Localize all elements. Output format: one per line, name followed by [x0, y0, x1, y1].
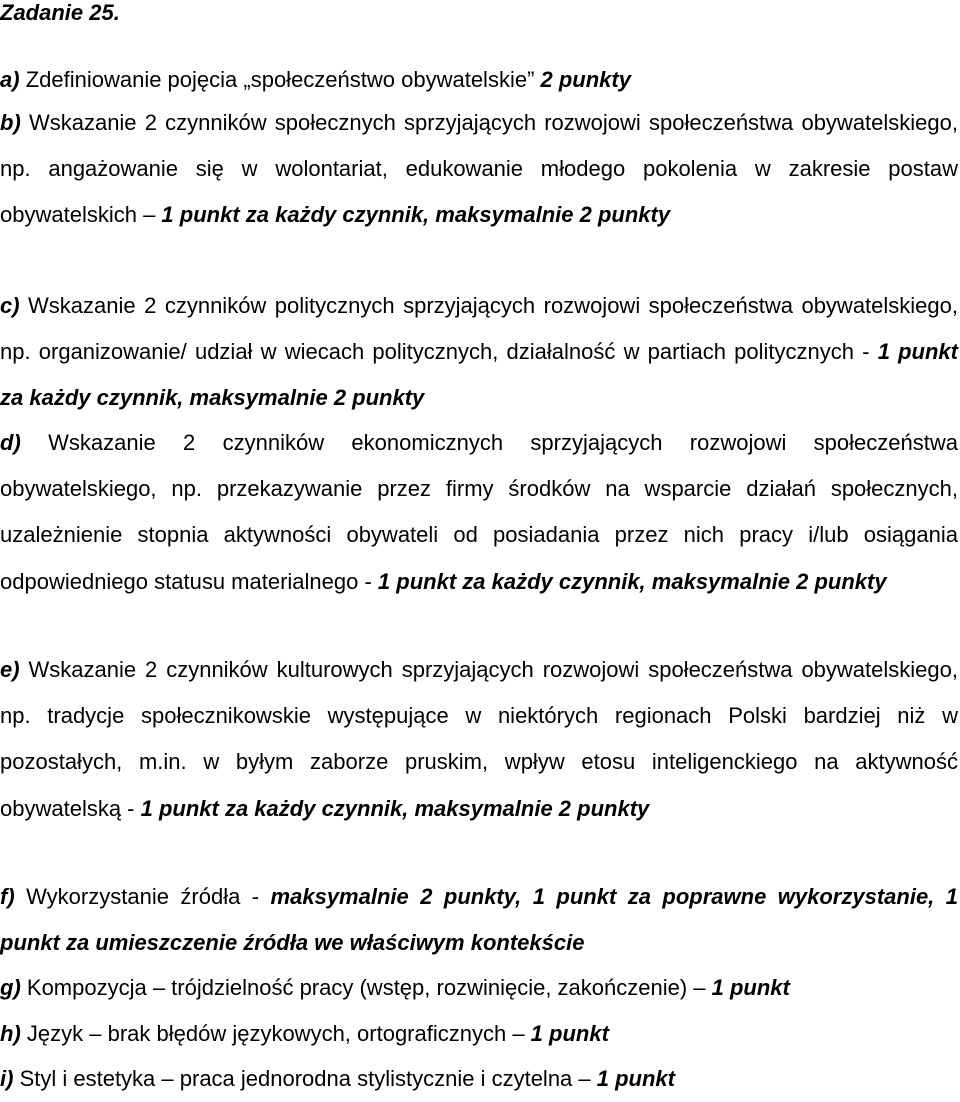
- criterion-marker: f): [0, 884, 15, 909]
- criterion-text: Zdefiniowanie pojęcia „społeczeństwo obywatelskie”: [25, 67, 541, 92]
- criterion-text: Wskazanie 2 czynników kulturowych sprzyjających rozwojowi społeczeństwa obywatelskiego, np. tradycje społecznikowskie występujące w niektórych regionach Polski bardziej niż w pozostałych, m.in. w byłym zaborze pruskim, wpływ etosu inteligenckiego na aktywność obywatelską -: [0, 657, 958, 821]
- criterion-text: Wykorzystanie źródła -: [26, 884, 271, 909]
- task-title: Zadanie 25.: [0, 0, 120, 25]
- criterion-score: 1 punkt za każdy czynnik, maksymalnie 2 punkty: [140, 795, 650, 821]
- criterion-text: Styl i estetyka – praca jednorodna stylistycznie i czytelna –: [19, 1066, 597, 1091]
- criterion-score: 1 punkt za każdy czynnik, maksymalnie 2 punkty: [161, 202, 671, 228]
- criterion-b: [0, 100, 958, 239]
- criterion-h: [0, 1011, 958, 1057]
- criterion-marker: g): [0, 975, 21, 1000]
- criterion-text: Wskazanie 2 czynników ekonomicznych sprzyjających rozwojowi społeczeństwa obywatelskiego, np. przekazywanie przez firmy środków na wsparcie działań społecznych, uzależnienie stopnia aktywności obywateli od posiadania przez nich pracy i/lub osiągania odpowiedniego statusu materialnego -: [0, 430, 958, 594]
- criterion-i: [0, 1056, 958, 1102]
- criterion-text: Kompozycja – trójdzielność pracy (wstęp, rozwinięcie, zakończenie) –: [26, 975, 712, 1000]
- criterion-e: [0, 647, 958, 832]
- criterion-score: 1 punkt: [596, 1066, 675, 1091]
- criterion-marker: e): [0, 657, 20, 682]
- criterion-text: Język – brak błędów językowych, ortograficznych –: [26, 1021, 531, 1046]
- criterion-score: 1 punkt za każdy czynnik, maksymalnie 2 punkty: [0, 339, 958, 411]
- criterion-score: 1 punkt za każdy czynnik, maksymalnie 2 punkty: [377, 568, 887, 594]
- criterion-text: Wskazanie 2 czynników społecznych sprzyjających rozwojowi społeczeństwa obywatelskiego, np. angażowanie się w wolontariat, edukowanie młodego pokolenia w zakresie postaw obywatelskich –: [0, 110, 958, 228]
- criterion-marker: h): [0, 1021, 21, 1046]
- criterion-d: [0, 420, 958, 605]
- criterion-text: Wskazanie 2 czynników politycznych sprzyjających rozwojowi społeczeństwa obywatelskiego, np. organizowanie/ udział w wiecach politycznych, działalność w partiach politycznych -: [0, 293, 958, 365]
- criterion-marker: i): [0, 1066, 14, 1091]
- criterion-score: 2 punkty: [540, 67, 631, 92]
- criterion-marker: d): [0, 430, 21, 455]
- criterion-marker: a): [0, 67, 20, 92]
- criterion-marker: b): [0, 110, 21, 135]
- criterion-score: maksymalnie 2 punkty, 1 punkt za poprawne wykorzystanie, 1 punkt za umieszczenie źródła we właściwym kontekście: [0, 884, 958, 956]
- criterion-marker: c): [0, 293, 20, 318]
- criterion-f: [0, 874, 958, 966]
- criterion-a: [0, 57, 958, 103]
- criterion-score: 1 punkt: [711, 975, 790, 1000]
- criterion-g: [0, 965, 958, 1011]
- criterion-score: 1 punkt: [530, 1021, 609, 1046]
- criterion-c: [0, 283, 958, 422]
